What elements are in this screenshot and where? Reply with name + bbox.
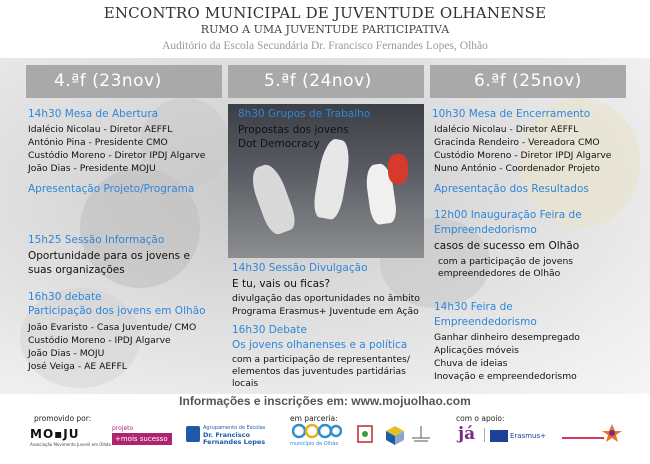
session-topic: Os jovens olhanenses e a política bbox=[232, 339, 408, 351]
session-title: Apresentação Projeto/Programa bbox=[28, 183, 195, 195]
event-title: ENCONTRO MUNICIPAL DE JUVENTUDE OLHANENSE bbox=[103, 4, 547, 22]
activity: Inovação e empreendedorismo bbox=[434, 371, 577, 382]
session-topic: casos de sucesso em Olhão bbox=[434, 240, 580, 252]
activity: Aplicações móveis bbox=[434, 345, 519, 356]
multicolor-burst-logo bbox=[560, 420, 626, 446]
session-title: Empreendedorismo bbox=[434, 316, 537, 328]
session-detail: empreendedores de Olhão bbox=[438, 268, 561, 279]
event-venue: Auditório da Escola Secundária Dr. Francisco Fernandes Lopes, Olhão bbox=[162, 40, 488, 52]
session-title: Empreendedorismo bbox=[434, 224, 537, 236]
speaker: Gracinda Rendeiro - Vereadora CMO bbox=[434, 137, 600, 148]
mais-sucesso-logo: +mois sucesso bbox=[112, 433, 172, 445]
session-title: 16h30 debate bbox=[28, 291, 102, 303]
session-topic: Dot Democracy bbox=[238, 138, 320, 150]
promoted-by-label: promovido por: bbox=[34, 414, 92, 423]
day-header-friday: 6.ªf (25nov) bbox=[430, 65, 626, 98]
photo-figure bbox=[388, 154, 408, 184]
session-title: 8h30 Grupos de Trabalho bbox=[238, 108, 371, 120]
session-title: 10h30 Mesa de Encerramento bbox=[432, 108, 591, 120]
session-title: Apresentação dos Resultados bbox=[434, 183, 589, 195]
ja-logo: já bbox=[458, 424, 476, 444]
session-detail: com a participação de jovens bbox=[438, 256, 574, 267]
speaker: João Dias - Presidente MOJU bbox=[28, 163, 156, 174]
session-detail: divulgação das oportunidades no âmbito bbox=[232, 293, 420, 304]
olhao-caption: município de Olhão bbox=[290, 441, 339, 447]
support-label: com o apoio: bbox=[456, 414, 505, 423]
cube-logo bbox=[384, 424, 406, 446]
speaker: Custódio Moreno - Diretor IPDJ Algarve bbox=[28, 150, 206, 161]
session-topic: Oportunidade para os jovens e bbox=[28, 250, 190, 262]
ipdj-logo bbox=[356, 424, 374, 444]
school-logo-line: Fernandes Lopes bbox=[203, 438, 266, 446]
event-subtitle: RUMO A UMA JUVENTUDE PARTICIPATIVA bbox=[200, 23, 450, 36]
day-header-thursday: 5.ªf (24nov) bbox=[228, 65, 424, 98]
session-topic: Propostas dos jovens bbox=[238, 124, 349, 136]
session-detail: locais bbox=[232, 378, 259, 389]
speaker: João Evaristo - Casa Juventude/ CMO bbox=[28, 322, 197, 333]
olhao-municipality-logo bbox=[292, 423, 342, 439]
erasmus-logo: Erasmus+ bbox=[510, 432, 547, 440]
session-title: 14h30 Feira de bbox=[434, 301, 513, 313]
school-emblem-icon bbox=[186, 426, 200, 442]
registration-info: Informações e inscrições em: www.mojuolhao.com bbox=[179, 394, 471, 408]
speaker: Custódio Moreno - IPDJ Algarve bbox=[28, 335, 171, 346]
session-topic: suas organizações bbox=[28, 264, 125, 276]
activity: Chuva de ideias bbox=[434, 358, 508, 369]
activity: Ganhar dinheiro desempregado bbox=[434, 332, 580, 343]
session-detail: elementos das juventudes partidárias bbox=[232, 366, 406, 377]
moju-logo-caption: Associação Movimento Juvenil em Olhão bbox=[30, 442, 111, 447]
session-topic: E tu, vais ou ficas? bbox=[232, 278, 331, 290]
partnership-label: em parceria: bbox=[290, 414, 338, 423]
speaker: Idalécio Nicolau - Diretor AEFFL bbox=[28, 124, 173, 135]
session-title: 14h30 Mesa de Abertura bbox=[28, 108, 159, 120]
projeto-label: projeto bbox=[112, 425, 134, 432]
speaker: Idalécio Nicolau - Diretor AEFFL bbox=[434, 124, 579, 135]
speaker: José Veiga - AE AEFFL bbox=[28, 361, 127, 372]
eu-flag-icon bbox=[490, 430, 508, 442]
school-logo-line: Agrupamento de Escolas bbox=[203, 425, 266, 431]
session-detail: Programa Erasmus+ Juventude em Ação bbox=[232, 306, 419, 317]
photo-figure bbox=[247, 161, 299, 237]
moju-logo: MO▪JU bbox=[30, 427, 80, 441]
session-title: 15h25 Sessão Informação bbox=[28, 234, 165, 246]
speaker: Custódio Moreno - Diretor IPDJ Algarve bbox=[434, 150, 612, 161]
session-title: Participação dos jovens em Olhão bbox=[28, 305, 206, 317]
session-detail: com a participação de representantes/ bbox=[232, 354, 410, 365]
session-title: 12h00 Inauguração Feira de bbox=[434, 209, 582, 221]
session-title: 16h30 Debate bbox=[232, 324, 307, 336]
divider bbox=[484, 428, 485, 442]
ae-logo bbox=[410, 424, 432, 444]
speaker: João Dias - MOJU bbox=[28, 348, 105, 359]
school-logo-line: Dr. Francisco bbox=[203, 431, 250, 439]
day-header-wednesday: 4.ªf (23nov) bbox=[26, 65, 222, 98]
speaker: António Pina - Presidente CMO bbox=[28, 137, 168, 148]
speaker: Nuno António - Coordenador Projeto bbox=[434, 163, 600, 174]
session-title: 14h30 Sessão Divulgação bbox=[232, 262, 368, 274]
